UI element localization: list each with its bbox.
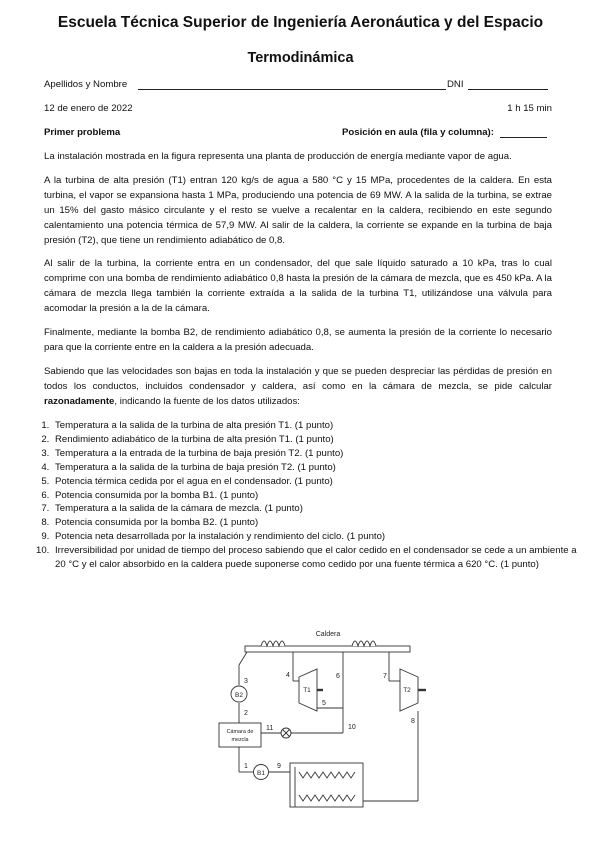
plant-schematic bbox=[215, 625, 455, 830]
state-label: 3 bbox=[244, 678, 248, 685]
state-label: 2 bbox=[244, 710, 248, 717]
t1-label: T1 bbox=[303, 687, 311, 694]
question-item: 5. Potencia térmica cedida por el agua en el condensador. (1 punto) bbox=[52, 475, 577, 489]
question-item: 8. Potencia consumida por la bomba B2. (1 punto) bbox=[52, 516, 577, 530]
dni-label: DNI bbox=[447, 79, 464, 90]
b2-label: B2 bbox=[235, 692, 243, 699]
question-list bbox=[30, 419, 577, 572]
question-item: 3. Temperatura a la entrada de la turbina de baja presión T2. (1 punto) bbox=[52, 447, 577, 461]
question-item: 6. Potencia consumida por la bomba B1. (1 punto) bbox=[52, 489, 577, 503]
question-item: 7. Temperatura a la salida de la cámara de mezcla. (1 punto) bbox=[52, 502, 577, 516]
request-paragraph bbox=[44, 364, 552, 409]
school-title: Escuela Técnica Superior de Ingeniería Aeronáutica y del Espacio bbox=[57, 14, 544, 31]
question-item: 10. Irreversibilidad por unidad de tiempo del proceso sabiendo que el calor cedido en el condensador se cede a un ambiente a 20 °C y el calor absorbido en la caldera puede suponerse como cedido por una fuente térmica a 620 °C. (1 punto) bbox=[52, 544, 577, 572]
exam-date: 12 de enero de 2022 bbox=[44, 103, 133, 114]
problem-label: Primer problema bbox=[44, 127, 121, 138]
b1-label: B1 bbox=[257, 770, 265, 777]
name-field-line[interactable] bbox=[138, 80, 446, 90]
state-label: 5 bbox=[322, 700, 326, 707]
condenser-paragraph: Al salir de la turbina, la corriente entra en un condensador, del que sale líquido saturado a 10 kPa, tras lo cual comprime con una bomba de rendimiento adiabático 0,8 hasta la presión de la cámara de mezcla, que es 450 kPa. A la cámara de mezcla llega también la corriente extraída a la salida de la turbina T1, utilizándose una válvula para acomodar la presión a la de la cámara. bbox=[44, 258, 552, 315]
state-label: 10 bbox=[348, 724, 356, 731]
subject-title: Termodinámica bbox=[247, 50, 354, 66]
mixer-label-2: mezcla bbox=[231, 737, 249, 743]
name-label: Apellidos y Nombre bbox=[44, 79, 128, 90]
request-text: Sabiendo que las velocidades son bajas en toda la instalación y que se pueden despreciar las pérdidas de presión en todos los conductos, incluidos condensador y caldera, así como en la cámara de mezcla, se pide calcular bbox=[44, 366, 552, 393]
mixer-label-1: Cámara de bbox=[226, 729, 254, 735]
state-label: 9 bbox=[277, 763, 281, 770]
t1-paragraph: A la turbina de alta presión (T1) entran 120 kg/s de agua a 580 °C y 15 MPa, procedentes de la caldera. En esta turbina, el vapor se expansiona hasta 1 MPa, produciendo una potencia de 69 MW. A la salida de la turbina, se extrae un 15% del gasto másico circulante y el resto se vuelve a recalentar en la caldera, recibiendo en este segundo calentamiento una potencia térmica de 57,9 MW. Al salir de la caldera, la corriente se expande en la turbina de baja presión (T2), que tiene un rendimiento adiabático de 0,8. bbox=[44, 175, 552, 247]
dni-field-line[interactable] bbox=[468, 80, 548, 90]
boiler-heater-1 bbox=[261, 641, 285, 646]
state-label: 11 bbox=[266, 725, 274, 732]
state-label: 1 bbox=[244, 763, 248, 770]
seat-position-label: Posición en aula (fila y columna): bbox=[342, 127, 494, 138]
boiler-heater-2 bbox=[352, 641, 376, 646]
t2-label: T2 bbox=[403, 687, 411, 694]
question-item: 2. Rendimiento adiabático de la turbina de alta presión T1. (1 punto) bbox=[52, 433, 577, 447]
exam-duration: 1 h 15 min bbox=[507, 103, 552, 114]
state-label: 6 bbox=[336, 673, 340, 680]
question-item: 1. Temperatura a la salida de la turbina de alta presión T1. (1 punto) bbox=[52, 419, 577, 433]
question-item: 4. Temperatura a la salida de la turbina de baja presión T2. (1 punto) bbox=[52, 461, 577, 475]
state-label: 8 bbox=[411, 718, 415, 725]
state-label: 7 bbox=[383, 673, 387, 680]
seat-position-line[interactable] bbox=[500, 128, 547, 138]
request-emphasis: razonadamente bbox=[44, 396, 115, 408]
boiler-body bbox=[245, 646, 410, 652]
intro-paragraph: La instalación mostrada en la figura representa una planta de producción de energía mediante vapor de agua. bbox=[44, 151, 512, 162]
mixing-chamber bbox=[219, 723, 261, 747]
pump-b2-paragraph: Finalmente, mediante la bomba B2, de rendimiento adiabático 0,8, se aumenta la presión de la corriente lo necesario para que la corriente entre en la caldera a la presión adecuada. bbox=[44, 327, 552, 354]
boiler-label: Caldera bbox=[315, 631, 341, 638]
state-label: 4 bbox=[286, 672, 290, 679]
request-text-end: , indicando la fuente de los datos utilizados: bbox=[114, 396, 300, 408]
question-item: 9. Potencia neta desarrollada por la instalación y rendimiento del ciclo. (1 punto) bbox=[52, 530, 577, 544]
